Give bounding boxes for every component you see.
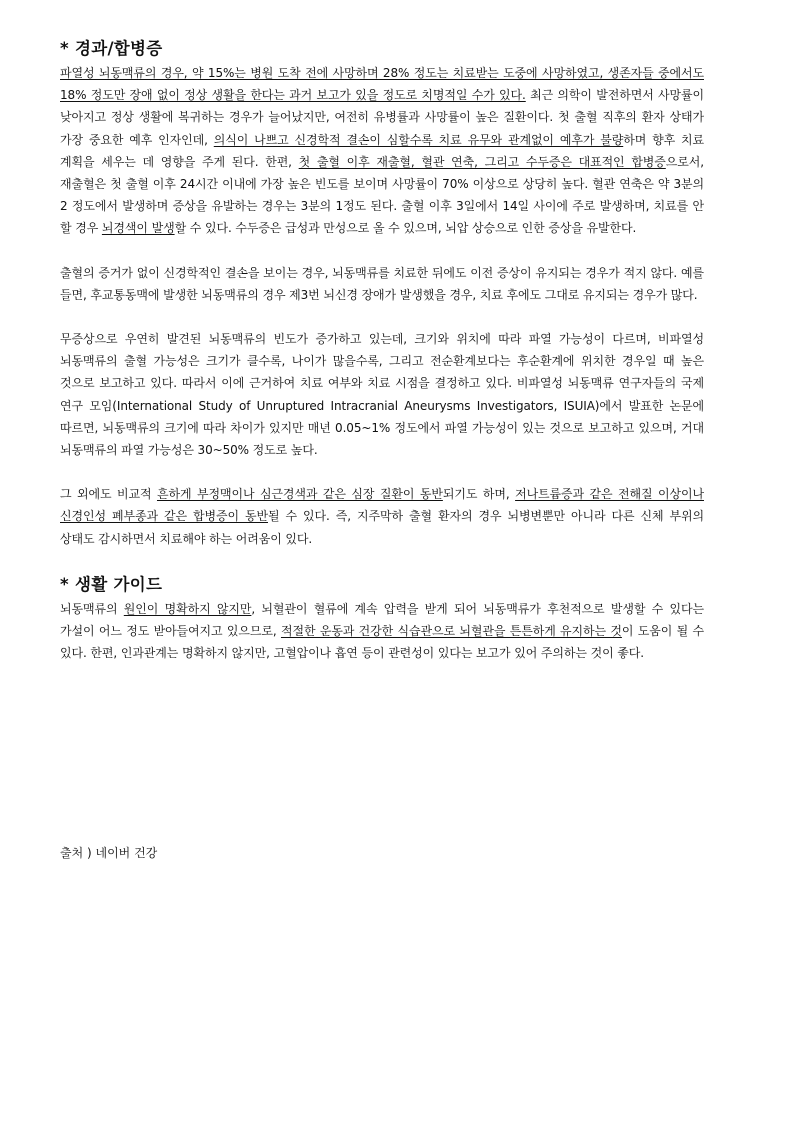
underlined-text: 뇌경색이 발생 [101,221,175,236]
paragraph-unruptured [60,328,704,461]
text-run: 출혈의 증거가 없이 신경학적인 결손을 보이는 경우, 뇌동맥류를 치료한 뒤에도 이전 증상이 유지되는 경우가 적지 않다. 예를 들면, 후교통동맥에 발생한 뇌동맥류의 경우 제3번 뇌신경 장애가 발생했을 경우, 치료 후에도 그대로 유지되는 경우가 많다. [60,265,704,302]
paragraph-guide [60,598,704,665]
underlined-text: 흔하게 부정맥이나 심근경색과 같은 심장 질환이 동반 [156,487,443,502]
underlined-text: 원인이 명확하지 않지만 [123,601,252,616]
source-citation: 출처 ) 네이버 건강 [60,846,158,860]
text-run: 하며 향후 치료 계획을 세우는 데 영향을 주게 된다. 한편, [60,132,704,169]
section-life-guide [60,574,704,665]
text-run: 그 외에도 비교적 [60,487,157,502]
underlined-text: 적절한 운동과 건강한 식습관으로 뇌혈관을 튼튼하게 유지하는 것 [280,624,622,639]
underlined-text: 저나트륨증과 같은 전해질 이상이나 신경인성 폐부종과 같은 합병증이 동반 [60,487,704,524]
section-title-course: * 경과/합병증 [60,39,163,58]
text-run: 할 수 있다. 수두증은 급성과 만성으로 올 수 있으며, 뇌압 상승으로 인한 증상을 유발한다. [174,221,637,236]
paragraph-neuro-deficit [60,262,704,306]
text-run: , 뇌혈관이 혈류에 계속 압력을 받게 되어 뇌동맥류가 후천적으로 발생할 수 있다는 가설이 어느 정도 받아들여지고 있으므로, [60,601,704,639]
section-title-guide: * 생활 가이드 [60,574,163,594]
text-run: 이 도움이 될 수 있다. 한편, 인과관계는 명확하지 않지만, 고혈압이나 흡연 등이 관련성이 있다는 보고가 있어 주의하는 것이 좋다. [60,624,704,661]
underlined-text: 첫 출혈 이후 재출혈, 혈관 연축, 그리고 수두증은 대표적인 합병증 [298,154,666,169]
underlined-text: 의식이 나쁘고 신경학적 결손이 심할수록 치료 유무와 관계없이 예후가 불량 [213,132,624,147]
text-run: 될 수 있다. 즉, 지주막하 출혈 환자의 경우 뇌병변뿐만 아니라 다른 신체 부위의 상태도 감시하면서 치료해야 하는 어려움이 있다. [60,509,704,546]
underlined-text: 파열성 뇌동맥류의 경우, 약 15%는 병원 도착 전에 사망하며 28% 정도는 치료받는 도중에 사망하였고, 생존자들 중에서도 18% 정도만 장애 없이 정상 생활을 한다는 과거 보고가 있을 정도로 치명적일 수가 있다. [60,66,704,103]
text-run: 무증상으로 우연히 발견된 뇌동맥류의 빈도가 증가하고 있는데, 크기와 위치에 따라 파열 가능성이 다르며, 비파열성 뇌동맥류의 출혈 가능성은 크기가 클수록, 나이가 많을수록, 그리고 전순환계보다는 후순환계에 위치한 경우일 때 높은 것으로 보고하고 있다. 따라서 이에 근거하여 치료 여부와 치료 시점을 결정하고 있다. 비파열성 뇌동맥류 연구자들의 국제 연구 모임(International Study of Unruptured Intracranial Aneurysms Investigators, ISUIA)에서 발표한 논문에 따르면, 뇌동맥류의 크기에 따라 차이가 있지만 매년 0.05~1% 정도에서 파열 가능성이 있는 것으로 보고하고 있으며, 거대 뇌동맥류의 파열 가능성은 30~50% 정도로 높다. [60,332,704,458]
paragraph-mortality [60,62,704,240]
section-course-complications [60,38,704,550]
paragraph-other-complications [60,483,704,550]
text-run: 으로서, 재출혈은 첫 출혈 이후 24시간 이내에 가장 높은 빈도를 보이며 사망률이 70% 이상으로 상당히 높다. 혈관 연축은 약 3분의 2 정도에서 발생하며 증상을 유발하는 경우는 3분의 1정도 된다. 출혈 이후 3일에서 14일 사이에 주로 발생하며, 치료를 안 할 경우 [60,154,704,236]
document-body [60,38,704,664]
text-run: 최근 의학이 발전하면서 사망률이 낮아지고 정상 생활에 복귀하는 경우가 늘어났지만, 여전히 유병률과 사망률이 높은 질환이다. 첫 출혈 직후의 환자 상태가 가장 중요한 예후 인자인데, [60,88,704,147]
text-run: 뇌동맥류의 [60,601,124,616]
text-run: 되기도 하며, [442,487,516,502]
